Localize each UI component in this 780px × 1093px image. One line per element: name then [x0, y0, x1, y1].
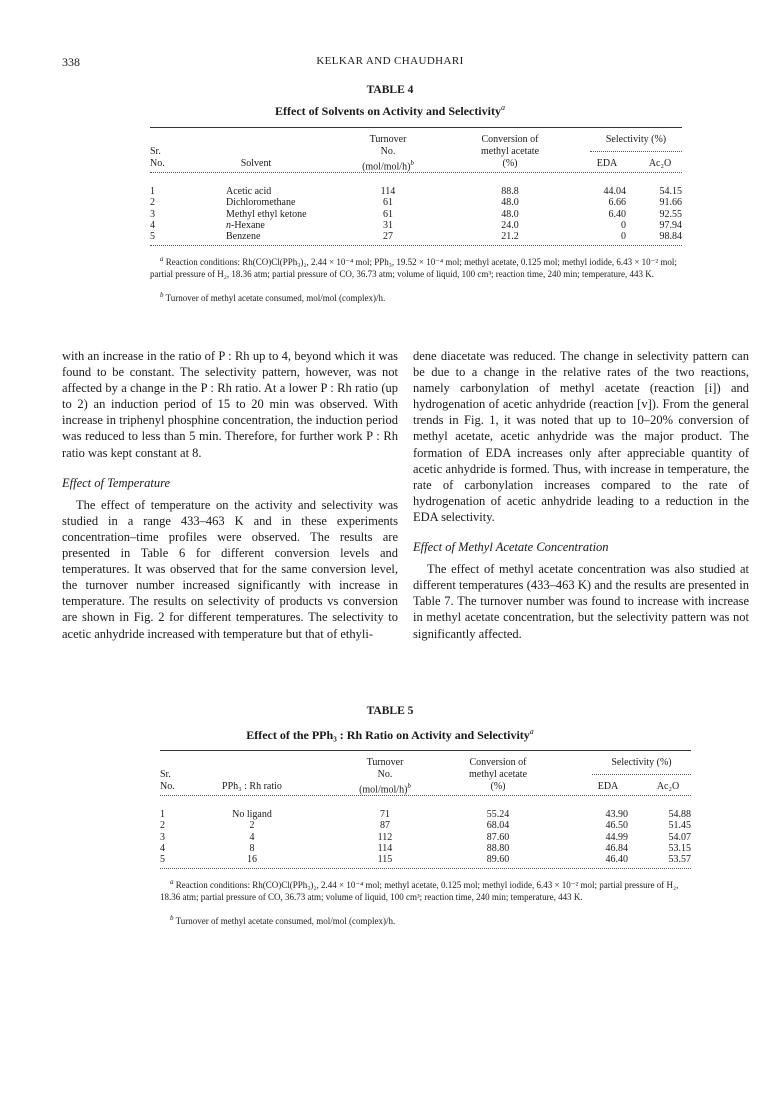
table-cell-turnover: 114 — [377, 842, 393, 854]
col-header-ac2o: Ac₂O — [656, 781, 680, 792]
table-cell-ac2o: 54.07 — [668, 831, 691, 843]
table-cell-eda: 46.84 — [605, 842, 628, 854]
paragraph: The effect of temperature on the activity and selectivity was studied in a range 433–463 K and in these experiments concentration–time profiles were observed. The results are presented in Table 6 for different conversion levels and temperatures. It was observed that for the same conversion level, the turnover number increased significantly with increase in temperature. The results on selectivity of products vs conversion are shown in Fig. 2 for different temperatures. The selectivity to acetic anhydride increased with temperature but that of ethyli- — [62, 497, 398, 641]
table-cell-ac2o: 92.55 — [659, 208, 682, 220]
table-cell-eda: 44.99 — [605, 831, 628, 843]
section-heading-concentration: Effect of Methyl Acetate Concentration — [413, 540, 609, 555]
table-bottom-rule — [150, 245, 682, 246]
col-header-selectivity: Selectivity (%) — [611, 757, 672, 768]
table-cell-no: 4 — [160, 842, 165, 854]
table-cell-conversion: 88.80 — [486, 842, 510, 854]
table-bottom-rule — [160, 868, 691, 869]
table4-top-rule — [150, 127, 682, 128]
col-header-conversion: methyl acetate — [480, 146, 540, 157]
selectivity-subrule — [592, 774, 691, 775]
table-cell-name: 16 — [247, 854, 257, 866]
table-cell-turnover: 87 — [380, 820, 390, 832]
col-header-name: Solvent — [240, 158, 272, 169]
table5-top-rule — [160, 750, 691, 751]
table-cell-eda: 46.50 — [605, 820, 628, 832]
table-footnote-b: $^b$ Turnover of methyl acetate consumed, mol/mol (complex)/h. — [170, 913, 396, 926]
col-header-conversion-unit: (%) — [502, 158, 518, 169]
table-cell-eda: 44.04 — [603, 186, 626, 197]
table-cell-ac2o: 91.66 — [659, 197, 682, 209]
col-header-turnover: No. — [377, 769, 393, 780]
table-cell-ac2o: 54.15 — [659, 186, 682, 197]
table-cell-conversion: 48.0 — [501, 208, 519, 220]
running-head: KELKAR AND CHAUDHARI — [316, 55, 464, 67]
col-header-eda: EDA — [596, 158, 618, 169]
table-cell-turnover: 61 — [383, 208, 393, 220]
col-header-conversion: methyl acetate — [468, 769, 528, 780]
paragraph: The effect of methyl acetate concentration was also studied at different temperatures (433–463 K) and the results are presented in Table 7. The turnover number was found to increase with increase in methyl acetate concentration, but the selectivity pattern was not significantly affected. — [413, 562, 749, 641]
table-cell-no: 2 — [160, 820, 165, 832]
table-cell-conversion: 88.8 — [501, 186, 519, 197]
table4-title: Effect of Solvents on Activity and Selectivity$^a$ — [275, 103, 505, 118]
table-cell-conversion: 68.04 — [486, 820, 510, 832]
table-cell-name: No ligand — [232, 809, 272, 820]
table-cell-eda: 6.40 — [608, 208, 626, 220]
paragraph: with an increase in the ratio of P : Rh up to 4, beyond which it was found to be constant. The selectivity pattern, however, was not affected by a change in the P : Rh ratio. At a lower P : Rh ratio (up to 2) an induction period of 15 to 20 min was observed. With increase in triphenyl phosphine concentration, the induction period was reduced to less than 5 min. Therefore, for further work P : Rh ratio was kept constant at 8. — [62, 349, 398, 460]
col-header-turnover-unit: $(mol/mol/h)^b$ — [362, 159, 414, 173]
table-cell-no: 2 — [150, 197, 155, 209]
table-cell-no: 3 — [150, 208, 155, 220]
header-rule — [160, 795, 691, 796]
col-header-turnover: No. — [380, 146, 396, 157]
table-cell-turnover: 71 — [380, 809, 390, 820]
table-cell-ac2o: 98.84 — [659, 231, 682, 243]
table-cell-name: 2 — [249, 820, 255, 832]
col-header-eda: EDA — [597, 781, 619, 792]
table-cell-no: 1 — [160, 809, 165, 820]
table-cell-no: 5 — [150, 231, 155, 243]
selectivity-subrule — [590, 151, 682, 152]
table-cell-turnover: 61 — [383, 197, 393, 209]
col-header-ac2o: Ac₂O — [648, 158, 672, 169]
table-footnote-a: $^a$ Reaction conditions: Rh(CO)Cl(PPh₃)₂, 2.44 × 10⁻⁴ mol; PPh₃, 19.52 × 10⁻⁴ mol; methyl acetate, 0.125 mol; methyl iodide, 6.43 × 10⁻² mol; partial pressure of H₂, 18.36 atm; partial pressure of CO, 36.73 atm; volume of liquid, 100 cm³; reaction time, 240 min; temperature, 443 K. — [150, 254, 677, 279]
col-header-sr: Sr. — [150, 146, 161, 157]
table-cell-eda: 46.40 — [605, 854, 628, 866]
col-header-conversion-unit: (%) — [490, 781, 506, 792]
table-cell-turnover: 115 — [377, 854, 393, 866]
col-header-conversion: Conversion of — [481, 134, 539, 145]
table-cell-name: n-Hexane — [226, 219, 265, 231]
table-cell-eda: 43.90 — [605, 809, 628, 820]
page-number: 338 — [62, 55, 80, 69]
col-header-no: No. — [150, 158, 165, 169]
table-cell-ac2o: 51.45 — [668, 820, 691, 832]
table-cell-ac2o: 97.94 — [659, 219, 682, 231]
col-header-conversion: Conversion of — [469, 757, 527, 768]
table-cell-conversion: 87.60 — [486, 831, 510, 843]
table-cell-ac2o: 53.15 — [668, 842, 691, 854]
table-cell-conversion: 21.2 — [501, 231, 519, 243]
table5-label: TABLE 5 — [366, 705, 414, 717]
table-cell-eda: 0 — [621, 219, 626, 231]
table4-label: TABLE 4 — [366, 84, 414, 96]
table-cell-ac2o: 54.88 — [668, 809, 691, 820]
table-cell-conversion: 24.0 — [501, 219, 519, 231]
table-cell-no: 4 — [150, 219, 155, 231]
table-cell-ac2o: 53.57 — [668, 854, 691, 866]
table-cell-turnover: 114 — [380, 186, 396, 197]
table-cell-conversion: 55.24 — [486, 809, 510, 820]
table-cell-name: Methyl ethyl ketone — [226, 208, 307, 220]
table-cell-name: 4 — [249, 831, 255, 843]
table-cell-turnover: 112 — [377, 831, 393, 843]
table-cell-name: Acetic acid — [226, 186, 272, 197]
col-header-no: No. — [160, 781, 175, 792]
table-cell-eda: 0 — [621, 231, 626, 243]
table-cell-conversion: 89.60 — [486, 854, 510, 866]
table-cell-no: 1 — [150, 186, 155, 197]
col-header-turnover: Turnover — [369, 134, 407, 145]
table-cell-no: 5 — [160, 854, 165, 866]
table-cell-turnover: 27 — [383, 231, 393, 243]
table-cell-name: Benzene — [226, 231, 261, 243]
col-header-name: PPh₃ : Rh ratio — [222, 781, 282, 792]
table-cell-name: 8 — [249, 842, 255, 854]
section-heading-temperature: Effect of Temperature — [62, 475, 171, 490]
col-header-turnover: Turnover — [366, 757, 404, 768]
table-footnote-a: $^a$ Reaction conditions: Rh(CO)Cl(PPh₃)₂, 2.44 × 10⁻⁴ mol; methyl acetate, 0.125 mol; methyl iodide, 6.43 × 10⁻² mol; partial pressure of H₂, 18.36 atm; partial pressure of CO, 36.73 atm; volume of liquid, 100 cm³; reaction time, 240 min; temperature, 443 K. — [160, 877, 679, 902]
col-header-sr: Sr. — [160, 769, 171, 780]
right-column — [413, 348, 749, 642]
table-cell-eda: 6.66 — [608, 197, 626, 209]
table-cell-name: Dichloromethane — [226, 197, 296, 209]
col-header-turnover-unit: $(mol/mol/h)^b$ — [359, 782, 411, 796]
table5-title: Effect of the PPh₃ : Rh Ratio on Activity and Selectivity$^a$ — [246, 727, 534, 742]
table-cell-no: 3 — [160, 831, 165, 843]
col-header-selectivity: Selectivity (%) — [605, 134, 667, 145]
left-column — [62, 348, 398, 642]
table-cell-turnover: 31 — [383, 219, 393, 231]
paragraph: dene diacetate was reduced. The change in selectivity pattern can be due to a change in the relative rates of the two reactions, namely carbonylation of methyl acetate (reaction [i]) and hydrogenation of acetic anhydride (reaction [v]). From the general trends in Fig. 1, it was noted that up to 10–20% conversion of methyl acetate, acetic anhydride was the major product. The formation of EDA increases only after appreciable quantity of acetic anhydride is formed. Thus, with increase in temperature, the rate of carbonylation increases compared to the rate of hydrogenation of acetic anhydride leading to a reduction in the EDA selectivity. — [413, 349, 749, 524]
table-cell-conversion: 48.0 — [501, 197, 519, 209]
header-rule — [150, 172, 682, 173]
table-footnote-b: $^b$ Turnover of methyl acetate consumed, mol/mol (complex)/h. — [160, 290, 386, 303]
